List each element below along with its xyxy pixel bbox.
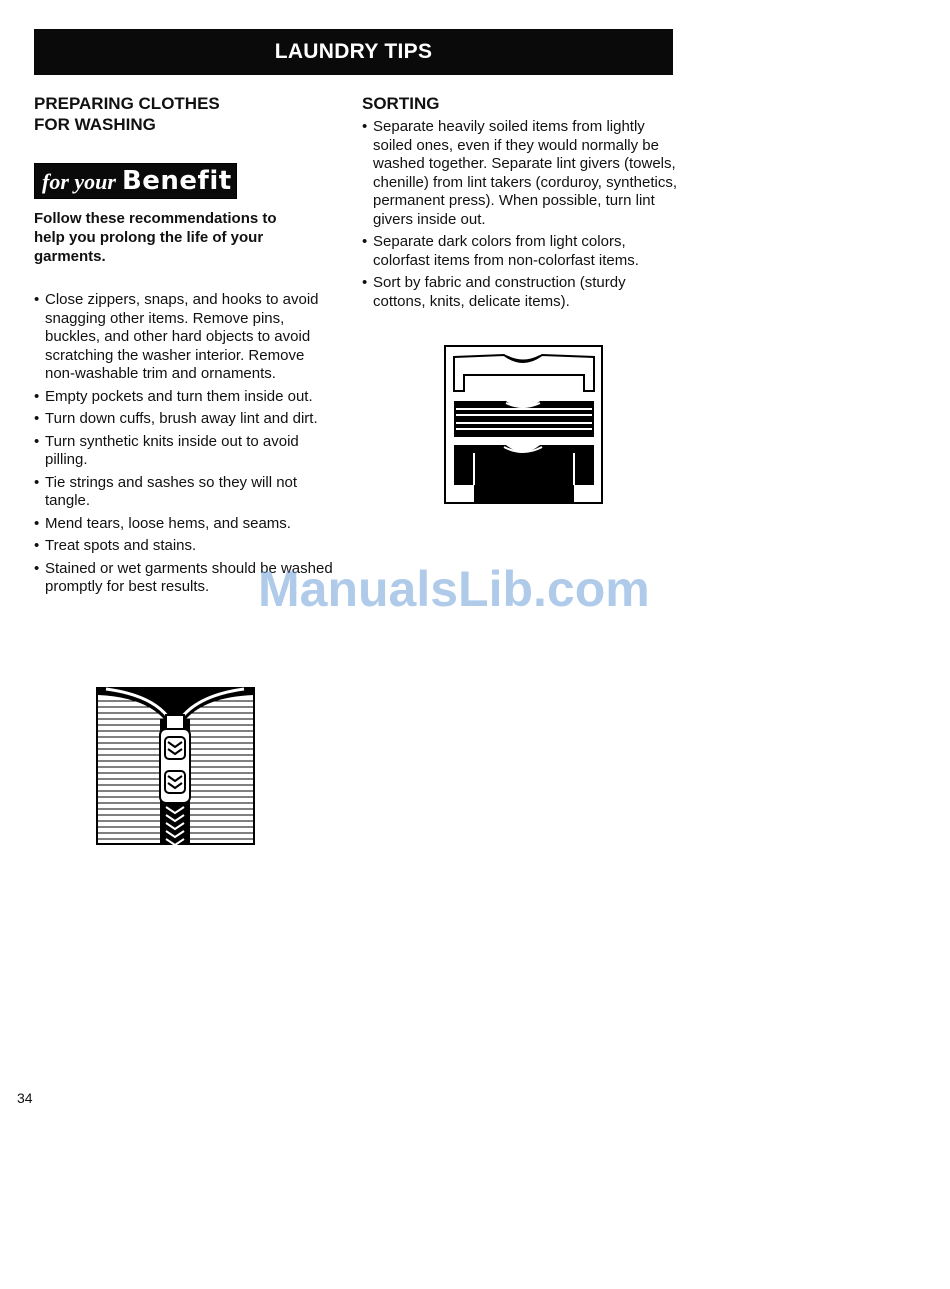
preparing-list (34, 291, 334, 597)
list-item: • Tie strings and sashes so they will not tangle. (34, 474, 334, 511)
sorting-heading: SORTING (362, 94, 440, 113)
page-number: 34 (17, 1090, 33, 1106)
list-item: • Close zippers, snaps, and hooks to avoid snagging other items. Remove pins, buckles, and other hard objects to avoid scratching the washer interior. Remove non-washable trim and ornaments. (34, 291, 334, 384)
page-title-bar (34, 29, 673, 75)
sorting-list (362, 118, 682, 311)
list-item: • Empty pockets and turn them inside out. (34, 388, 334, 407)
list-item: • Treat spots and stains. (34, 537, 334, 556)
list-item: • Turn down cuffs, brush away lint and dirt. (34, 410, 334, 429)
list-item: • Separate heavily soiled items from lightly soiled ones, even if they would normally be washed together. Separate lint givers (towels, chenille) from lint takers (corduroy, synthetics, permanent press). When possible, turn lint givers inside out. (362, 118, 682, 229)
manualslib-watermark: ManualsLib.com (258, 561, 650, 617)
recommendation-text: Follow these recommendations to help you prolong the life of your garments. (34, 210, 277, 265)
page-title: LAUNDRY TIPS (274, 40, 433, 63)
sorting-section (362, 93, 682, 315)
list-item: • Mend tears, loose hems, and seams. (34, 515, 334, 534)
for-your-benefit-logo (34, 163, 237, 199)
sorted-shirts-illustration (444, 345, 603, 504)
list-item: • Stained or wet garments should be washed promptly for best results. (34, 560, 334, 597)
preparing-heading (34, 93, 334, 135)
list-item: • Turn synthetic knits inside out to avoid pilling. (34, 433, 334, 470)
preparing-clothes-section (34, 93, 334, 601)
preparing-heading-line1: PREPARING CLOTHES (34, 94, 220, 113)
benefit-prefix: for your (42, 169, 116, 194)
list-item: • Sort by fabric and construction (sturdy cottons, knits, delicate items). (362, 274, 682, 311)
benefit-word: Benefit (121, 166, 232, 196)
list-item: • Separate dark colors from light colors, colorfast items from non-colorfast items. (362, 233, 682, 270)
preparing-heading-line2: FOR WASHING (34, 115, 156, 134)
zipper-illustration (96, 687, 255, 845)
